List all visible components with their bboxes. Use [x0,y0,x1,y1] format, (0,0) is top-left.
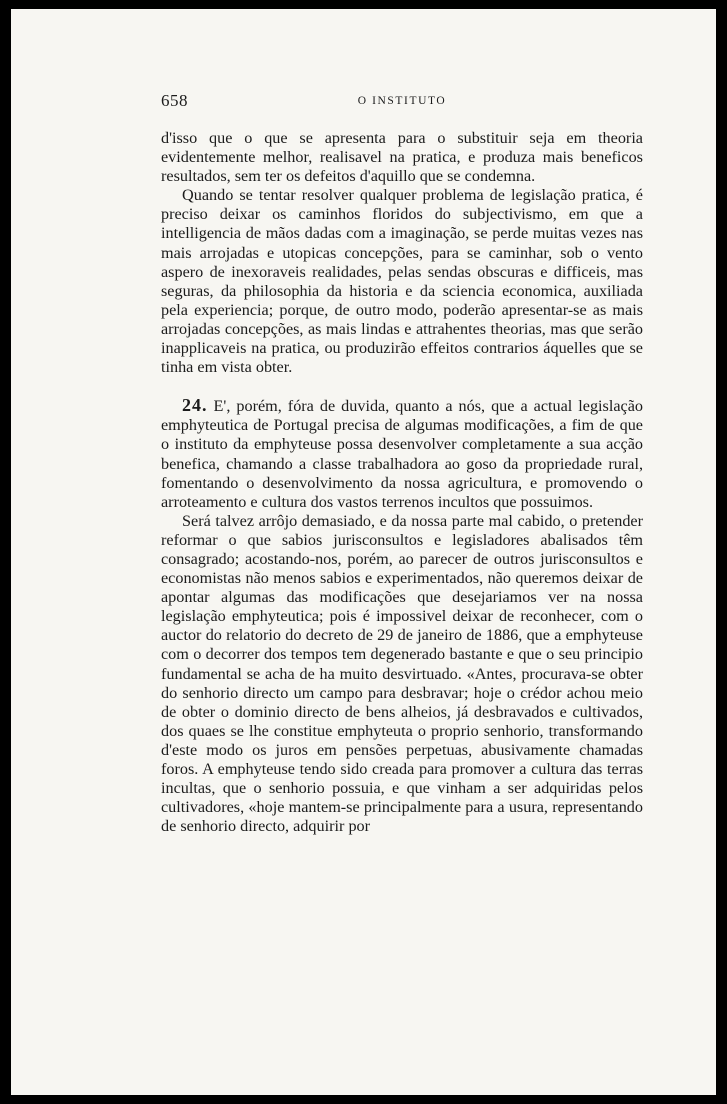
section-number: 24. [182,395,208,416]
book-page [11,9,716,1095]
paragraph-2 [161,186,643,377]
paragraph-1-text: d'isso que o que se apresenta para o substituir seja em theoria evidentemente melhor, realisavel na pratica, e produza mais beneficos resultados, sem ter os defeitos d'aquillo que se condemna. [161,129,643,186]
paragraph-3-text: E', porém, fóra de duvida, quanto a nós, que a actual legislação emphyteutica de Portugal precisa de algumas modificações, a fim de que o instituto da emphyteuse possa desenvolver completamente a sua acção benefica, chamando a classe trabalhadora ao goso da propriedade rural, fomentando o desenvolvimento da nossa agricultura, e promovendo o arroteamento e cultura dos vastos terrenos incultos que possuimos. [161,397,643,511]
running-title: O INSTITUTO [357,95,447,107]
paragraph-4 [161,512,643,837]
paragraph-1 [161,129,643,186]
body-text [161,129,643,836]
paragraph-3-section-24 [161,396,643,512]
paragraph-2-text: Quando se tentar resolver qualquer problema de legislação pratica, é preciso deixar os caminhos floridos do subjectivismo, em que a intelligencia de mãos dadas com a imaginação, se perde muitas vezes nas mais arrojadas e utopicas concepções, para se caminhar, sob o vento aspero de inexoraveis realidades, pelas sendas obscuras e difficeis, mas seguras, da philosophia da historia e da sciencia economica, auxiliada pela experiencia; porque, de outro modo, poderão apresentar-se as mais arrojadas concepções, as mais lindas e attrahentes theorias, mas que serão inapplicaveis na pratica, ou produzirão effeitos contrarios áquelles que se tinha em vista obter. [161,186,643,377]
paragraph-4-text: Será talvez arrôjo demasiado, e da nossa parte mal cabido, o pretender reformar o que sabios jurisconsultos e legisladores abalisados têm consagrado; acostando-nos, porém, ao parecer de outros jurisconsultos e economistas não menos sabios e experimentados, não queremos deixar de apontar algumas das modificações que desejariamos ver na nossa legislação emphyteutica; pois é impossivel deixar de reconhecer, com o auctor do relatorio do decreto de 29 de janeiro de 1886, que a emphyteuse com o decorrer dos tempos tem degenerado bastante e que o seu principio fundamental se acha de ha muito desvirtuado. «Antes, procurava-se obter do senhorio directo um campo para desbravar; hoje o crédor achou meio de obter o dominio directo de bens alheios, já desbravados e cultivados, dos quaes se lhe constitue emphyteuta o proprio senhorio, transformando d'este modo os juros em pensões perpetuas, abusivamente chamadas foros. A emphyteuse tendo sido creada para promover a cultura das terras incultas, que o senhorio possuia, e que vinham a ser adquiridas pelos cultivadores, «hoje mantem-se principalmente para a usura, representando de senhorio directo, adquirir por [161,511,643,836]
page-header [161,91,643,115]
page-number: 658 [161,91,188,110]
